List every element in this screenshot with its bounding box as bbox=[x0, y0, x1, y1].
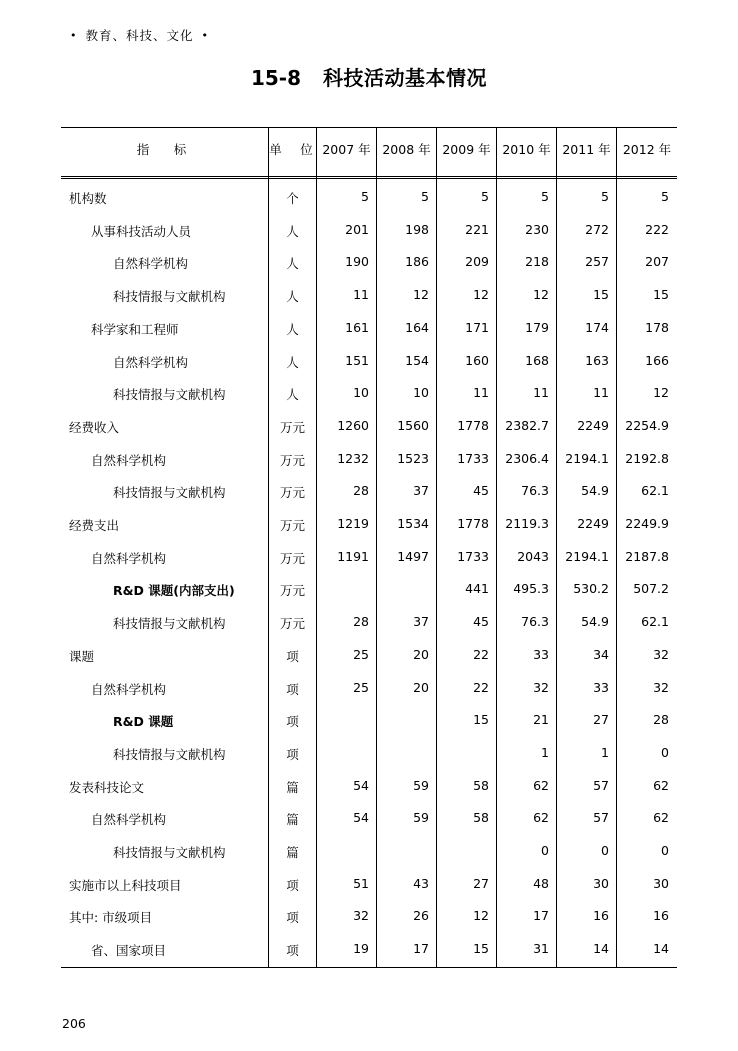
row-label: 自然科学机构 bbox=[91, 812, 167, 828]
row-value: 507.2 bbox=[633, 581, 669, 597]
row-value: 30 bbox=[653, 875, 669, 891]
row-value: 54 bbox=[353, 810, 369, 826]
row-unit: 项 bbox=[286, 714, 299, 730]
row-label: 科技情报与文献机构 bbox=[113, 485, 226, 501]
row-value: 22 bbox=[473, 679, 489, 695]
table-row bbox=[61, 639, 677, 671]
row-value: 530.2 bbox=[573, 581, 609, 597]
row-unit: 篇 bbox=[286, 779, 299, 795]
row-label: 科技情报与文献机构 bbox=[113, 387, 226, 403]
row-value: 20 bbox=[413, 646, 429, 662]
row-value: 1219 bbox=[337, 516, 369, 531]
table-row bbox=[61, 181, 677, 213]
row-label: 科技情报与文献机构 bbox=[113, 616, 226, 632]
table-row bbox=[61, 443, 677, 475]
row-value: 1534 bbox=[397, 516, 429, 531]
row-value: 12 bbox=[473, 287, 489, 303]
row-value: 1 bbox=[601, 744, 609, 760]
row-unit: 篇 bbox=[286, 812, 299, 828]
table-header-border bbox=[61, 176, 677, 177]
row-value: 19 bbox=[353, 941, 369, 957]
row-value: 45 bbox=[473, 614, 489, 630]
row-value: 201 bbox=[345, 221, 369, 237]
row-unit: 万元 bbox=[279, 550, 305, 566]
row-value: 0 bbox=[661, 843, 669, 858]
row-label: 课题 bbox=[69, 648, 95, 664]
table-row bbox=[61, 835, 677, 867]
row-unit: 人 bbox=[286, 321, 299, 337]
table-row bbox=[61, 312, 677, 344]
row-value: 59 bbox=[413, 810, 429, 826]
column-header-2007: 2007 年 bbox=[322, 142, 371, 157]
row-value: 62 bbox=[533, 777, 549, 793]
row-value: 45 bbox=[473, 483, 489, 499]
row-unit: 人 bbox=[286, 354, 299, 370]
table-header-border-2 bbox=[61, 178, 677, 179]
table-row bbox=[61, 573, 677, 605]
row-value: 28 bbox=[653, 712, 669, 728]
row-value: 151 bbox=[345, 352, 369, 368]
row-value: 1191 bbox=[337, 548, 369, 564]
row-value: 21 bbox=[533, 712, 549, 728]
table-row bbox=[61, 246, 677, 278]
row-label: 其中: 市级项目 bbox=[69, 910, 153, 926]
row-label: R&D 课题(内部支出) bbox=[113, 583, 235, 599]
row-value: 32 bbox=[353, 908, 369, 924]
row-value: 32 bbox=[653, 646, 669, 662]
row-value: 1778 bbox=[457, 516, 489, 531]
row-value: 37 bbox=[413, 483, 429, 499]
row-value: 28 bbox=[353, 483, 369, 499]
row-label: 自然科学机构 bbox=[91, 681, 167, 697]
row-value: 32 bbox=[533, 679, 549, 695]
table-row bbox=[61, 508, 677, 540]
row-unit: 万元 bbox=[279, 485, 305, 501]
bullet-icon: • bbox=[201, 29, 210, 42]
row-label: 省、国家项目 bbox=[91, 943, 167, 959]
row-value: 27 bbox=[473, 875, 489, 891]
row-label: 发表科技论文 bbox=[69, 779, 145, 795]
row-value: 20 bbox=[413, 679, 429, 695]
page-title bbox=[0, 62, 738, 91]
row-value: 15 bbox=[473, 941, 489, 957]
row-unit: 万元 bbox=[279, 452, 305, 468]
row-unit: 人 bbox=[286, 256, 299, 272]
row-value: 1733 bbox=[457, 548, 489, 564]
row-value: 1260 bbox=[337, 417, 369, 433]
row-value: 22 bbox=[473, 646, 489, 662]
row-value: 166 bbox=[645, 352, 669, 368]
row-value: 160 bbox=[465, 352, 489, 368]
row-value: 178 bbox=[645, 319, 669, 335]
row-value: 51 bbox=[353, 875, 369, 891]
column-header-2010: 2010 年 bbox=[502, 142, 551, 157]
row-value: 2194.1 bbox=[565, 548, 609, 564]
row-value: 174 bbox=[585, 319, 609, 335]
row-unit: 人 bbox=[286, 387, 299, 403]
row-value: 62 bbox=[653, 777, 669, 793]
row-value: 57 bbox=[593, 777, 609, 793]
row-unit: 项 bbox=[286, 648, 299, 664]
table-row bbox=[61, 672, 677, 704]
row-value: 5 bbox=[541, 189, 549, 204]
running-head bbox=[62, 26, 217, 44]
row-label: 经费支出 bbox=[69, 518, 120, 533]
row-value: 2192.8 bbox=[625, 450, 669, 466]
row-label: 科学家和工程师 bbox=[91, 321, 179, 337]
row-value: 2254.9 bbox=[625, 417, 669, 433]
row-value: 2194.1 bbox=[565, 450, 609, 466]
row-value: 43 bbox=[413, 875, 429, 891]
row-value: 57 bbox=[593, 810, 609, 826]
table-row bbox=[61, 868, 677, 900]
row-value: 25 bbox=[353, 646, 369, 662]
table-bottom-border bbox=[61, 967, 677, 968]
row-value: 15 bbox=[473, 712, 489, 728]
row-value: 221 bbox=[465, 221, 489, 237]
row-unit: 万元 bbox=[279, 419, 305, 435]
row-value: 26 bbox=[413, 908, 429, 924]
row-value: 76.3 bbox=[521, 614, 549, 630]
row-value: 154 bbox=[405, 352, 429, 368]
row-value: 209 bbox=[465, 254, 489, 270]
row-value: 272 bbox=[585, 221, 609, 237]
row-value: 62 bbox=[653, 810, 669, 826]
row-value: 168 bbox=[525, 352, 549, 368]
row-value: 11 bbox=[473, 385, 489, 401]
row-value: 11 bbox=[353, 287, 369, 303]
row-value: 17 bbox=[533, 908, 549, 924]
row-value: 171 bbox=[465, 319, 489, 335]
column-header-2009: 2009 年 bbox=[442, 142, 491, 157]
page-number: 206 bbox=[62, 1016, 86, 1031]
row-value: 441 bbox=[465, 581, 489, 597]
row-value: 257 bbox=[585, 254, 609, 270]
row-label: 从事科技活动人员 bbox=[91, 223, 192, 239]
row-unit: 项 bbox=[286, 943, 299, 959]
table-row bbox=[61, 279, 677, 311]
row-value: 218 bbox=[525, 254, 549, 270]
row-value: 222 bbox=[645, 221, 669, 237]
row-value: 33 bbox=[533, 646, 549, 662]
row-value: 14 bbox=[593, 941, 609, 957]
row-value: 2249 bbox=[577, 417, 609, 433]
row-value: 0 bbox=[541, 843, 549, 858]
row-value: 1523 bbox=[397, 450, 429, 466]
row-value: 62 bbox=[533, 810, 549, 826]
table-row bbox=[61, 933, 677, 965]
table-row bbox=[61, 475, 677, 507]
row-value: 10 bbox=[413, 385, 429, 401]
row-value: 59 bbox=[413, 777, 429, 793]
row-value: 30 bbox=[593, 875, 609, 891]
table-top-border bbox=[61, 127, 677, 128]
table-title-text: 科技活动基本情况 bbox=[323, 66, 488, 90]
table-row bbox=[61, 214, 677, 246]
row-value: 1497 bbox=[397, 548, 429, 564]
table-row bbox=[61, 802, 677, 834]
row-value: 16 bbox=[653, 908, 669, 924]
row-value: 16 bbox=[593, 908, 609, 924]
row-value: 5 bbox=[421, 189, 429, 204]
row-label: 实施市以上科技项目 bbox=[69, 877, 182, 893]
row-value: 2249.9 bbox=[625, 516, 669, 531]
table-row bbox=[61, 377, 677, 409]
row-value: 54.9 bbox=[581, 614, 609, 630]
row-value: 34 bbox=[593, 646, 609, 662]
bullet-icon: • bbox=[70, 29, 78, 42]
row-value: 2249 bbox=[577, 516, 609, 531]
row-value: 5 bbox=[361, 189, 369, 204]
row-value: 230 bbox=[525, 221, 549, 237]
row-value: 31 bbox=[533, 941, 549, 957]
table-row bbox=[61, 900, 677, 932]
row-unit: 万元 bbox=[279, 583, 305, 599]
row-value: 12 bbox=[413, 287, 429, 303]
row-value: 27 bbox=[593, 712, 609, 728]
row-value: 495.3 bbox=[513, 581, 549, 597]
row-value: 11 bbox=[533, 385, 549, 401]
row-value: 25 bbox=[353, 679, 369, 695]
row-value: 179 bbox=[525, 319, 549, 335]
column-header-2012: 2012 年 bbox=[622, 142, 672, 157]
row-value: 164 bbox=[405, 319, 429, 335]
row-value: 2187.8 bbox=[625, 548, 669, 564]
row-value: 58 bbox=[473, 777, 489, 793]
row-unit: 人 bbox=[286, 223, 299, 239]
row-value: 207 bbox=[645, 254, 669, 270]
row-value: 48 bbox=[533, 875, 549, 891]
row-value: 2043 bbox=[517, 548, 549, 564]
row-unit: 项 bbox=[286, 877, 299, 893]
row-unit: 人 bbox=[286, 289, 299, 305]
row-value: 62.1 bbox=[641, 483, 669, 499]
row-value: 32 bbox=[653, 679, 669, 695]
row-value: 15 bbox=[593, 287, 609, 303]
column-header-indicator: 指 标 bbox=[136, 142, 193, 157]
row-value: 2382.7 bbox=[505, 417, 549, 433]
row-value: 28 bbox=[353, 614, 369, 630]
table-row bbox=[61, 345, 677, 377]
row-unit: 项 bbox=[286, 681, 299, 697]
table-row bbox=[61, 410, 677, 442]
row-unit: 万元 bbox=[279, 616, 305, 632]
row-value: 11 bbox=[593, 385, 609, 401]
row-value: 2119.3 bbox=[505, 516, 549, 531]
table-row bbox=[61, 606, 677, 638]
row-value: 76.3 bbox=[521, 483, 549, 499]
row-value: 1733 bbox=[457, 450, 489, 466]
row-label: 自然科学机构 bbox=[113, 354, 189, 370]
row-value: 14 bbox=[653, 941, 669, 957]
row-label: R&D 课题 bbox=[113, 714, 174, 730]
row-unit: 项 bbox=[286, 910, 299, 926]
table-number: 15-8 bbox=[250, 66, 302, 90]
row-label: 科技情报与文献机构 bbox=[113, 746, 226, 762]
row-value: 198 bbox=[405, 221, 429, 237]
row-value: 0 bbox=[661, 744, 669, 760]
row-value: 54 bbox=[353, 777, 369, 793]
table-row bbox=[61, 737, 677, 769]
row-unit: 万元 bbox=[279, 518, 305, 533]
row-unit: 项 bbox=[286, 746, 299, 762]
row-label: 经费收入 bbox=[69, 419, 120, 435]
row-value: 54.9 bbox=[581, 483, 609, 499]
row-value: 1232 bbox=[337, 450, 369, 466]
row-value: 10 bbox=[353, 385, 369, 401]
table-row bbox=[61, 541, 677, 573]
row-value: 12 bbox=[533, 287, 549, 303]
row-label: 自然科学机构 bbox=[113, 256, 189, 272]
column-header-2008: 2008 年 bbox=[382, 142, 431, 157]
row-label: 科技情报与文献机构 bbox=[113, 845, 226, 860]
row-value: 15 bbox=[653, 287, 669, 303]
row-value: 33 bbox=[593, 679, 609, 695]
row-label: 机构数 bbox=[69, 191, 107, 206]
row-label: 自然科学机构 bbox=[91, 550, 167, 566]
row-value: 17 bbox=[413, 941, 429, 957]
row-value: 190 bbox=[345, 254, 369, 270]
column-header-unit: 单 位 bbox=[269, 142, 316, 157]
row-value: 186 bbox=[405, 254, 429, 270]
row-value: 12 bbox=[653, 385, 669, 401]
table-row bbox=[61, 770, 677, 802]
row-value: 1778 bbox=[457, 417, 489, 433]
row-value: 58 bbox=[473, 810, 489, 826]
row-value: 5 bbox=[481, 189, 489, 204]
row-value: 37 bbox=[413, 614, 429, 630]
table-row bbox=[61, 704, 677, 736]
row-value: 163 bbox=[585, 352, 609, 368]
row-value: 0 bbox=[601, 843, 609, 858]
row-value: 1 bbox=[541, 744, 549, 760]
row-unit: 篇 bbox=[286, 845, 299, 860]
row-label: 自然科学机构 bbox=[91, 452, 167, 468]
row-value: 2306.4 bbox=[505, 450, 549, 466]
row-value: 5 bbox=[661, 189, 669, 204]
row-value: 12 bbox=[473, 908, 489, 924]
row-unit: 个 bbox=[286, 191, 299, 206]
row-value: 161 bbox=[345, 319, 369, 335]
row-value: 62.1 bbox=[641, 614, 669, 630]
column-header-2011: 2011 年 bbox=[562, 142, 611, 157]
row-value: 1560 bbox=[397, 417, 429, 433]
row-value: 5 bbox=[601, 189, 609, 204]
row-label: 科技情报与文献机构 bbox=[113, 289, 226, 305]
running-head-text: 教育、科技、文化 bbox=[85, 28, 194, 43]
